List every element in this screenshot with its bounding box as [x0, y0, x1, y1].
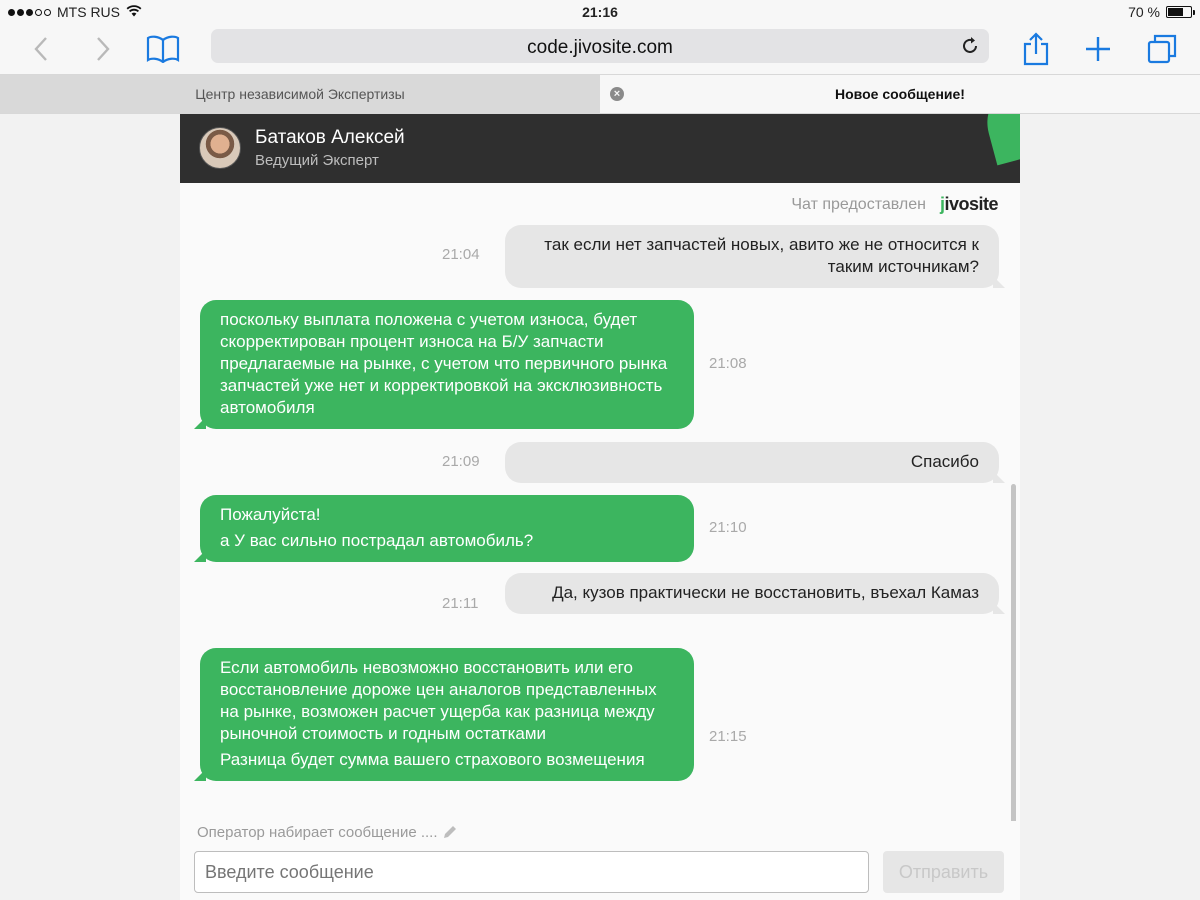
carrier-label: MTS RUS	[57, 4, 120, 20]
message-time: 21:15	[709, 728, 747, 745]
share-button[interactable]	[1019, 32, 1053, 66]
scrollbar[interactable]	[1011, 484, 1016, 839]
jivosite-logo: jivosite	[939, 194, 998, 214]
powered-by[interactable]	[791, 194, 998, 215]
typing-label: Оператор набирает сообщение ....	[197, 823, 438, 841]
share-icon	[1022, 32, 1050, 66]
tab-label: Новое сообщение!	[835, 86, 965, 102]
status-bar	[0, 0, 1200, 24]
tab-new-message[interactable]	[600, 75, 1200, 113]
message-time: 21:04	[442, 246, 480, 263]
send-button[interactable]: Отправить	[883, 851, 1004, 893]
message-bubble-outgoing: Если автомобиль невозможно восстановить или его восстановление дороже цен аналогов представленных на рынке, возможен расчет ущерба как разница между рыночной стоимость и годным остатками Разница будет сумма вашего страхового возмещения	[200, 648, 694, 781]
bookmarks-button[interactable]	[146, 32, 180, 66]
url-text: code.jivosite.com	[527, 37, 673, 58]
message-time: 21:10	[709, 519, 747, 536]
avatar	[199, 127, 241, 169]
tabs-overview-button[interactable]	[1145, 32, 1179, 66]
battery-percent: 70 %	[1128, 4, 1160, 20]
message-time: 21:08	[709, 355, 747, 372]
agent-name: Батаков Алексей	[255, 127, 405, 148]
message-time: 21:09	[442, 453, 480, 470]
message-input[interactable]	[194, 851, 869, 893]
chevron-right-icon	[95, 36, 111, 62]
reload-icon[interactable]	[959, 35, 981, 57]
status-right	[1128, 4, 1192, 20]
message-time: 21:11	[442, 595, 479, 612]
battery-icon	[1166, 6, 1192, 18]
tabs-icon	[1146, 33, 1178, 65]
typing-indicator	[197, 821, 1017, 843]
tab-bar	[0, 74, 1200, 114]
message-bubble-incoming: Спасибо	[505, 442, 999, 483]
leaf-icon	[980, 114, 1020, 165]
forward-button[interactable]	[86, 32, 120, 66]
plus-icon	[1084, 35, 1112, 63]
pencil-icon	[442, 824, 458, 840]
message-bubble-outgoing: Пожалуйста! а У вас сильно пострадал автомобиль?	[200, 495, 694, 562]
new-tab-button[interactable]	[1081, 32, 1115, 66]
book-icon	[146, 35, 180, 63]
chevron-left-icon	[33, 36, 49, 62]
tab-label: Центр независимой Экспертизы	[195, 86, 405, 102]
message-bubble-outgoing: поскольку выплата положена с учетом износа, будет скорректирован процент износа на Б/У запчасти предлагаемые на рынке, с учетом что первичного рынка запчастей уже нет и корректировкой на эксклюзивность автомобиля	[200, 300, 694, 429]
back-button[interactable]	[24, 32, 58, 66]
status-time: 21:16	[582, 4, 618, 20]
browser-toolbar	[0, 24, 1200, 74]
message-bubble-incoming: Да, кузов практически не восстановить, въехал Камаз	[505, 573, 999, 614]
message-bubble-incoming: так если нет запчастей новых, авито же не относится к таким источникам?	[505, 225, 999, 288]
chat-header	[180, 114, 1020, 183]
powered-by-label: Чат предоставлен	[791, 195, 926, 213]
address-bar[interactable]	[211, 29, 989, 63]
tab-expertise[interactable]	[0, 75, 600, 113]
agent-role: Ведущий Эксперт	[255, 152, 379, 169]
chat-widget	[180, 114, 1020, 900]
close-icon[interactable]: ×	[610, 87, 624, 101]
